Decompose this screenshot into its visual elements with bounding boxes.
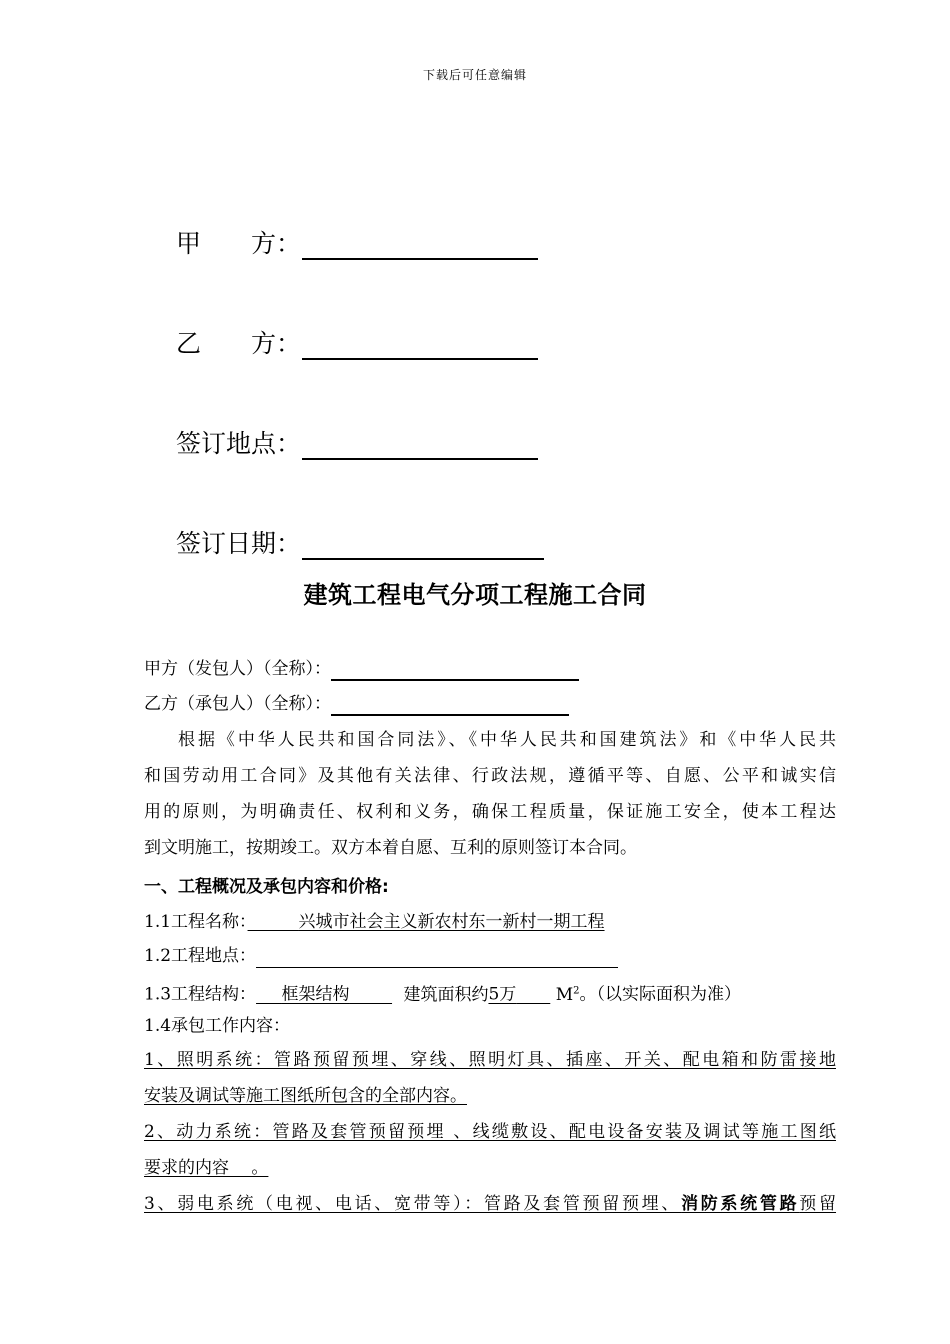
cover-sign-date (176, 520, 544, 560)
area-label: 建筑面积约 (403, 984, 489, 1005)
party-b-blank[interactable] (331, 694, 569, 716)
cover-sign-date-label: 签订日期： (176, 529, 302, 558)
cover-party-b (176, 320, 538, 360)
area-value: 5万 (488, 984, 517, 1005)
scope-item-2-line-2: 要求的内容 。 (144, 1158, 269, 1178)
intro-line: 用的原则，为明确责任、权利和义务，确保工程质量，保证施工安全，使本工程达 (144, 802, 836, 822)
project-site-line (144, 944, 618, 968)
scope-label: 1.4承包工作内容： (144, 1016, 291, 1036)
cover-party-a-label: 甲 方： (176, 229, 302, 258)
section-1-heading: 一、工程概况及承包内容和价格: (144, 877, 389, 897)
cover-sign-place-label: 签订地点： (176, 429, 302, 458)
area-note: 。（以实际面积为准） (579, 984, 741, 1005)
party-a-line (144, 657, 579, 681)
project-site-label: 1.2工程地点： (144, 946, 257, 966)
structure-value: 框架结构 (281, 984, 350, 1005)
structure-label: 1.3工程结构： (144, 984, 257, 1005)
structure-line (144, 979, 741, 1007)
cover-sign-place (176, 420, 538, 460)
scope-item-3-line-1: 3、弱电系统（电视、电话、宽带等）：管路及套管预留预埋、消防系统管路预留 (144, 1194, 837, 1214)
scope-items (144, 1042, 836, 1222)
scope-item-1-line-1: 1、照明系统：管路预留预埋、穿线、照明灯具、插座、开关、配电箱和防雷接地 (144, 1050, 836, 1070)
intro-line: 到文明施工，按期竣工。双方本着自愿、互利的原则签订本合同。 (144, 838, 637, 858)
scope-item-2-line-1: 2、动力系统：管路及套管预留预埋 、线缆敷设、配电设备安装及调试等施工图纸 (144, 1122, 836, 1142)
cover-sign-place-blank[interactable] (302, 428, 538, 460)
party-a-blank[interactable] (331, 659, 579, 681)
intro-line: 和国劳动用工合同》及其他有关法律、行政法规，遵循平等、自愿、公平和诚实信 (144, 766, 836, 786)
party-b-line (144, 692, 569, 716)
cover-party-a (176, 220, 538, 260)
contract-title: 建筑工程电气分项工程施工合同 (303, 581, 647, 609)
scope-item-1-line-2: 安装及调试等施工图纸所包含的全部内容。 (144, 1086, 467, 1106)
area-unit: $M^2$ (555, 984, 580, 1005)
project-name-label: 1.1工程名称： (144, 912, 248, 932)
intro-paragraph (144, 722, 836, 866)
cover-party-a-blank[interactable] (302, 228, 538, 260)
cover-party-b-blank[interactable] (302, 328, 538, 360)
intro-line: 根据《中华人民共和国合同法》、《中华人民共和国建筑法》和《中华人民共 (178, 730, 836, 750)
project-name-value: 兴城市社会主义新农村东一新村一期工程 (298, 912, 605, 932)
cover-sign-date-blank[interactable] (302, 528, 544, 560)
project-site-blank[interactable] (256, 945, 618, 968)
header-note: 下载后可任意编辑 (422, 68, 527, 82)
party-a-label: 甲方（发包人）（全称）： (144, 659, 331, 679)
cover-party-b-label: 乙 方： (176, 329, 302, 358)
project-name-line (144, 910, 605, 934)
party-b-label: 乙方（承包人）（全称）： (144, 694, 331, 714)
